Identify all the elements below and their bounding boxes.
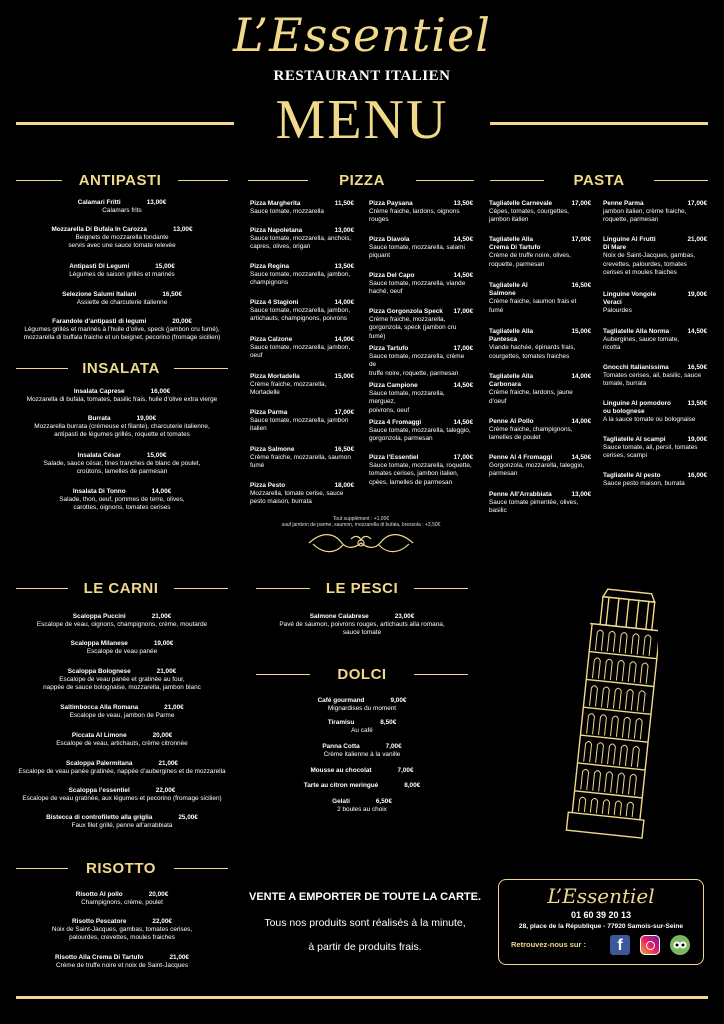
pasta-price: 16,50€ [571, 282, 591, 289]
dolci-item [256, 719, 468, 735]
risotto-price: 22,00€ [152, 918, 172, 925]
antipasti-item [16, 199, 228, 215]
pesci-divider-left [256, 588, 310, 589]
pizza-name: Pizza Pesto [250, 482, 286, 489]
restaurant-subtitle: RESTAURANT ITALIEN [273, 68, 451, 84]
dolci-description: Mignardises du moment [327, 705, 397, 713]
pasta-item [489, 236, 591, 269]
pizza-description: Crème fraiche, mozzarella, saumon fumé [250, 454, 351, 470]
pizza-price: 13,00€ [334, 227, 354, 234]
risotto-divider-right [174, 868, 228, 869]
risotto-name: Risotto Al pollo [75, 891, 123, 898]
ornament-flourish-icon [305, 530, 417, 556]
pizza-name: Pizza 4 Stagioni [250, 299, 299, 306]
antipasti-price: 20,00€ [172, 318, 192, 325]
pizza-name: Pizza Salmone [250, 446, 295, 453]
pizza-item [250, 482, 354, 507]
pasta-item [603, 400, 707, 425]
pizza-divider-left [248, 180, 308, 181]
dolci-name: Gelati [332, 798, 350, 805]
instagram-icon[interactable] [640, 935, 660, 955]
insalata-name: Insalata Di Tonno [72, 488, 126, 495]
fresh-products-line-1: Tous nos produits sont réalisés à la minute, [264, 917, 466, 929]
dolci-price: 7,00€ [385, 743, 402, 750]
dolci-title: DOLCI [337, 666, 387, 683]
pizza-description: Crème fraiche, lardons, oignons rouges [369, 208, 460, 224]
pizza-name: Pizza Napoletana [250, 227, 303, 234]
pizza-price: 16,50€ [334, 446, 354, 453]
pizza-item [250, 373, 354, 398]
pizza-item [369, 272, 473, 297]
insalata-price: 14,00€ [151, 488, 172, 495]
pizza-description: Sauce tomate, mozzarella, anchois, capres, olives, origan [250, 235, 352, 251]
pizza-name: Pizza Gorgonzola Speck [369, 308, 443, 315]
menu-title: MENU [275, 89, 449, 151]
pasta-divider-right [654, 180, 708, 181]
carni-description: Escalope de veau panée [86, 648, 158, 656]
pasta-item [603, 472, 707, 488]
antipasti-price: 13,00€ [146, 199, 167, 206]
dolci-name: Tarte au citron meringué [303, 782, 379, 789]
carni-description: Escalope de veau panée et gratinée au four, nappée de sauce bolognaise, mozzarella, jambon blanc [43, 676, 201, 692]
pizza-description: Sauce tomate, mozzarella, jambon, champignons [250, 271, 351, 287]
pasta-divider-left [490, 180, 544, 181]
risotto-description: Champignons, crème, poulet [81, 899, 163, 907]
carni-name: Piccata Al Limone [71, 732, 127, 739]
risotto-item [16, 954, 228, 970]
pizza-item [250, 446, 354, 471]
pasta-name: Tagliatelle Al scampi [603, 436, 666, 443]
insalata-name: Insalata Caprese [73, 388, 125, 395]
pizza-item [369, 200, 473, 225]
antipasti-item [16, 226, 228, 251]
insalata-name: Insalata César [77, 452, 121, 459]
pizza-name: Pizza Campione [369, 382, 418, 389]
dolci-divider-right [414, 674, 468, 675]
dolci-description: Crème italienne à la vanille [323, 751, 401, 759]
carni-divider-left [16, 588, 68, 589]
footer-divider [16, 996, 708, 999]
antipasti-price: 15,00€ [155, 263, 175, 270]
pasta-price: 14,50€ [571, 454, 591, 461]
antipasti-price: 13,00€ [172, 226, 193, 233]
pizza-description: Crème fraiche, mozzarella, Mortadelle [250, 381, 327, 397]
pizza-description: Sauce tomate, mozzarella, jambon, artichauts, champignons, poivrons [250, 307, 351, 323]
pasta-description: Crème fraiche, champignons, lamelles de poulet [489, 426, 573, 442]
carni-name: Scaloppa l’essentiel [68, 787, 130, 794]
antipasti-description: Légumes de saison grillés et marinés [69, 271, 175, 279]
pasta-name: Penne Al Pollo [489, 418, 534, 425]
antipasti-name: Mozzarella Di Bufala In Carozza [51, 226, 147, 233]
carni-price: 21,00€ [158, 760, 178, 767]
pasta-name: Linguine Vongole Veraci [603, 291, 657, 307]
pizza-item [369, 382, 473, 415]
carni-item [16, 668, 228, 693]
pasta-description: jambon italien, crème fraiche, roquette, parmesan [603, 208, 687, 224]
pizza-item [250, 227, 354, 252]
pasta-price: 16,00€ [687, 472, 707, 479]
pizza-supplement-exception: sauf jambon de parme, saumon, mozzarella di bufala, bressola : +3,50€ [281, 522, 441, 528]
antipasti-name: Farandole d’antipasti di legumi [52, 318, 147, 325]
dolci-item [256, 743, 468, 759]
carni-price: 25,00€ [178, 814, 198, 821]
tower-of-pisa-illustration [548, 586, 658, 850]
insalata-price: 15,00€ [146, 452, 167, 459]
dolci-price: 8,50€ [380, 719, 397, 726]
pizza-item [369, 345, 473, 378]
pasta-description: A la sauce tomate ou bolognaise [603, 416, 696, 424]
insalata-name: Burrata [87, 415, 111, 422]
contact-box [498, 879, 704, 965]
antipasti-description: Beignets de mozzarella fondante servis avec une sauce tomate relevée [68, 234, 176, 250]
pasta-item [603, 291, 707, 316]
pasta-name: Tagliatelle Alla Crema Di Tartufo [489, 236, 541, 252]
pizza-name: Pizza Diavola [369, 236, 410, 243]
insalata-description: Mozzarella di bufala, tomates, basilic frais, huile d’olive extra vierge [26, 396, 218, 404]
facebook-icon[interactable]: f [610, 935, 630, 955]
risotto-item [16, 891, 228, 907]
carni-item [16, 814, 228, 830]
pizza-divider-right [416, 180, 474, 181]
contact-address: 28, place de la République - 77920 Samois-sur-Seine [518, 923, 684, 930]
fresh-products-line-2: à partir de produits frais. [308, 941, 422, 953]
dolci-item [256, 782, 468, 790]
pesci-description: Pavé de saumon, poivrons rouges, artichauts alla romana, sauce tomate [279, 621, 445, 637]
restaurant-logo: L’Essentiel [233, 8, 491, 62]
insalata-price: 19,00€ [136, 415, 157, 422]
insalata-description: Mozzarella burrata (crémeuse et filante), charcuterie italienne, antipasti de légumes grillés, roquette et tomates [34, 423, 210, 439]
pasta-price: 17,00€ [571, 200, 591, 207]
pasta-name: Penne Parma [603, 200, 644, 207]
antipasti-price: 16,50€ [162, 291, 182, 298]
pasta-item [489, 373, 591, 406]
insalata-item [16, 488, 228, 513]
pizza-item [369, 419, 473, 444]
antipasti-title: ANTIPASTI [78, 172, 162, 189]
pizza-item [369, 454, 473, 487]
dolci-item [256, 767, 468, 775]
antipasti-divider-right [178, 180, 228, 181]
pasta-item [603, 236, 707, 277]
pasta-price: 19,00€ [687, 291, 707, 298]
follow-us-label: Retrouvez-nous sur : [511, 940, 587, 949]
insalata-item [16, 388, 228, 404]
pasta-description: Viande hachée, épinards frais, courgettes, tomates fraiches [489, 344, 576, 360]
pizza-price: 14,50€ [453, 236, 473, 243]
risotto-title: RISOTTO [86, 860, 156, 877]
pasta-name: Penne All’Arrabbiata [489, 491, 552, 498]
carni-item [16, 787, 228, 803]
pasta-description: Crème fraiche, lardons, jaune d’oeuf [489, 389, 573, 405]
pizza-name: Pizza Parma [250, 409, 288, 416]
pasta-description: Crème de truffe noire, olives, roquette, parmesan [489, 252, 571, 268]
carni-item [16, 760, 228, 776]
carni-name: Bistecca di controfiletto alla griglia [46, 814, 153, 821]
pizza-price: 11,50€ [334, 200, 354, 207]
pasta-price: 13,00€ [571, 491, 591, 498]
pizza-name: Pizza l’Essentiel [369, 454, 419, 461]
pizza-price: 17,00€ [453, 308, 473, 315]
carni-description: Escalope de veau gratinée, aux légumes et pecorino (fromage sicilien) [22, 795, 222, 803]
pasta-item [603, 200, 707, 225]
pasta-name: Linguine Al pomodoro ou bolognese [603, 400, 671, 416]
carni-price: 20,00€ [152, 732, 173, 739]
pasta-name: Penne Al 4 Fromaggi [489, 454, 553, 461]
pizza-price: 17,00€ [334, 409, 354, 416]
pasta-price: 15,00€ [571, 328, 591, 335]
pizza-price: 18,00€ [334, 482, 354, 489]
antipasti-description: Calamars frits [102, 207, 142, 215]
insalata-divider-right [174, 368, 228, 369]
pasta-description: Tomates cerises, ail, basilic, sauce tomate, burrata [603, 372, 702, 388]
carni-price: 21,00€ [156, 668, 177, 675]
carni-item [16, 613, 228, 629]
pasta-price: 14,00€ [571, 418, 591, 425]
carni-description: Escalope de veau, jambon de Parme [69, 712, 175, 720]
carni-name: Scaloppa Milanese [70, 640, 128, 647]
pizza-item [369, 236, 473, 261]
dolci-name: Panna Cotta [322, 743, 360, 750]
dolci-price: 6,50€ [375, 798, 392, 805]
dolci-item [256, 697, 468, 713]
insalata-divider-left [16, 368, 68, 369]
carni-name: Scaloppa Puccini [72, 613, 126, 620]
pasta-name: Tagliatelle Al pesto [603, 472, 661, 479]
dolci-divider-left [256, 674, 310, 675]
dolci-description: Au café [351, 727, 373, 735]
pasta-price: 13,50€ [687, 400, 707, 407]
antipasti-name: Selezione Salumi Italiani [62, 291, 137, 298]
pasta-price: 14,00€ [571, 373, 591, 380]
pasta-title: PASTA [573, 172, 625, 189]
carni-description: Escalope de veau, oignons, champignons, crème, moutarde [36, 621, 208, 629]
pizza-item [369, 308, 473, 341]
pasta-item [489, 418, 591, 443]
contact-phone[interactable]: 01 60 39 20 13 [570, 910, 632, 920]
pasta-item [489, 282, 591, 315]
insalata-price: 16,00€ [150, 388, 171, 395]
pizza-name: Pizza 4 Fromaggi [369, 419, 422, 426]
risotto-price: 21,00€ [169, 954, 189, 961]
antipasti-item [16, 291, 228, 307]
antipasti-name: Calamari Fritti [77, 199, 121, 206]
pasta-item [603, 328, 707, 353]
pizza-name: Pizza Paysana [369, 200, 413, 207]
contact-logo: L’Essentiel [547, 884, 655, 908]
pasta-description: Sauce tomate, ail, persil, tomates cerises, scampi [603, 444, 698, 460]
pizza-price: 17,00€ [453, 345, 473, 352]
carni-name: Saltimbocca Alla Romana [60, 704, 139, 711]
carni-description: Faux filet grillé, penne all’arrabbiata [71, 822, 173, 830]
pasta-name: Tagliatelle Alla Norma [603, 328, 670, 335]
risotto-name: Risotto Alla Crema Di Tartufo [55, 954, 144, 961]
dolci-item [256, 798, 468, 814]
pizza-description: Sauce tomate, mozzarella, viande haché, oeuf [369, 280, 466, 296]
pizza-supplement-note: Tout supplément : +1,00€ [332, 516, 390, 522]
pizza-name: Pizza Calzone [250, 336, 293, 343]
dolci-price: 9,00€ [390, 697, 407, 704]
carni-description: Escalope de veau panée gratinée, nappée d’aubergines et de mozzarella [18, 768, 226, 776]
pizza-description: Sauce tomate, mozzarella, roquette, tomates cerises, jambon italien, cpèes, lamelles de parmesan [369, 462, 472, 486]
carni-name: Scaloppa Palermitana [66, 760, 133, 767]
risotto-name: Risotto Pescatore [72, 918, 127, 925]
carni-item [16, 704, 228, 720]
insalata-item [16, 415, 228, 440]
pasta-item [489, 491, 591, 516]
pasta-name: Gnocchi Italianissima [603, 364, 669, 371]
pasta-name: Linguine Al Frutti Di Mare [603, 236, 656, 252]
header-divider-right [490, 122, 708, 125]
pizza-name: Pizza Margherita [250, 200, 301, 207]
risotto-description: Noix de Saint-Jacques, gambas, tomates cerises, palourdes, crevettes, moules fraiches [51, 926, 193, 942]
pizza-title: PIZZA [339, 172, 385, 189]
dolci-price: 7,00€ [397, 767, 414, 774]
pizza-item [250, 263, 354, 288]
pasta-description: Cèpes, tomates, courgettes, jambon italien [489, 208, 569, 224]
carni-price: 22,00€ [155, 787, 176, 794]
insalata-title: INSALATA [82, 360, 160, 377]
dolci-name: Café gourmand [317, 697, 365, 704]
pizza-price: 14,50€ [453, 272, 473, 279]
pasta-description: Palourdes [603, 307, 632, 315]
antipasti-item [16, 263, 228, 279]
pizza-name: Pizza Mortadella [250, 373, 300, 380]
pasta-price: 14,50€ [687, 328, 707, 335]
antipasti-description: Assiette de charcuterie italienne [76, 299, 168, 307]
carni-divider-right [174, 588, 228, 589]
takeaway-notice: VENTE A EMPORTER DE TOUTE LA CARTE. [248, 891, 482, 903]
pasta-description: Crème fraiche, saumon frais et fumé [489, 298, 577, 314]
carni-item [16, 640, 228, 656]
pizza-item [250, 336, 354, 361]
pasta-name: Tagliatelle Alla Carbonara [489, 373, 534, 389]
pasta-description: Gorgonzola, mozzarella, taleggio, parmesan [489, 462, 585, 478]
carni-price: 19,00€ [153, 640, 174, 647]
pesci-title: LE PESCI [325, 580, 399, 597]
pizza-price: 13,50€ [334, 263, 354, 270]
pizza-name: Pizza Tartufo [369, 345, 409, 352]
pizza-price: 14,00€ [334, 336, 354, 343]
pizza-name: Pizza Del Capo [369, 272, 415, 279]
insalata-description: Salade, sauce césar, fines tranches de blanc de poulet, croûtons, lamelles de parmesan [43, 460, 201, 476]
pasta-name: Tagliatelle Alla Pantesca [489, 328, 534, 344]
dolci-price: 8,00€ [404, 782, 421, 789]
pesci-divider-right [414, 588, 468, 589]
pizza-price: 15,00€ [334, 373, 354, 380]
antipasti-name: Antipasti Di Legumi [69, 263, 130, 270]
dolci-description: 2 boules au choix [337, 806, 387, 814]
pasta-price: 21,00€ [687, 236, 707, 243]
risotto-description: Crème de truffe noire et noix de Saint-Jacques [55, 962, 189, 970]
pizza-price: 17,00€ [453, 454, 473, 461]
carni-description: Escalope de veau, artichauts, crème citronnée [56, 740, 188, 748]
pizza-description: Sauce tomate, mozzarella, salami piquant [369, 244, 465, 260]
pasta-name: Tagliatelle Carnevale [489, 200, 553, 207]
pasta-item [603, 436, 707, 461]
dolci-name: Tiramisu [327, 719, 355, 726]
tripadvisor-icon[interactable] [670, 935, 690, 955]
carni-item [16, 732, 228, 748]
antipasti-item [16, 318, 228, 343]
pasta-description: Aubergines, sauce tomate, ricotta [603, 336, 680, 352]
pasta-item [489, 454, 591, 479]
pizza-description: Sauce tomate, mozzarella, crème de truffe noire, roquette, parmesan [369, 353, 465, 377]
insalata-item [16, 452, 228, 477]
pasta-description: Noix de Saint-Jacques, gambas, crevettes, palourdes, tomates cerises et moules fraiches [603, 252, 696, 276]
carni-title: LE CARNI [83, 580, 159, 597]
pizza-description: Crème fraiche, mozzarella, gorgonzola, speck (jambon cru fumé) [369, 316, 457, 340]
pasta-item [603, 364, 707, 389]
carni-name: Scaloppa Bolognese [67, 668, 131, 675]
pizza-description: Sauce tomate, mozzarella, jambon, oeuf [250, 344, 351, 360]
pesci-name: Salmone Calabrese [309, 613, 369, 620]
pizza-price: 14,50€ [453, 419, 473, 426]
pizza-price: 13,50€ [453, 200, 473, 207]
risotto-divider-left [16, 868, 68, 869]
pizza-name: Pizza Regina [250, 263, 290, 270]
pizza-description: Sauce tomate, mozzarella, jambon italien [250, 417, 349, 433]
pizza-price: 14,00€ [334, 299, 354, 306]
antipasti-divider-left [16, 180, 62, 181]
pizza-item [250, 299, 354, 324]
pasta-price: 19,00€ [687, 436, 707, 443]
pizza-description: Sauce tomate, mozzarella, taleggio, gorgonzola, parmesan [369, 427, 471, 443]
carni-price: 21,00€ [164, 704, 184, 711]
carni-price: 21,00€ [151, 613, 172, 620]
pizza-item [250, 409, 354, 434]
dolci-name: Mousse au chocolat [310, 767, 372, 774]
pasta-description: Sauce pesto maison, burrata [603, 480, 685, 488]
pasta-item [489, 328, 591, 361]
pasta-description: Sauce tomate pimentée, olives, basilic [489, 499, 579, 515]
pasta-price: 17,00€ [571, 236, 591, 243]
pasta-item [489, 200, 591, 225]
insalata-description: Salade, thon, oeuf, pommes de terre, olives, carottes, oignons, tomates cerises [59, 496, 185, 512]
pizza-description: Sauce tomate, mozzarella [250, 208, 324, 216]
risotto-price: 20,00€ [148, 891, 169, 898]
antipasti-description: Légumes grillés et marinés à l’huile d’olive, speck (jambon cru fumé), mozzarella di buffala fraiche et un beignet, pecorino (fromage sicilien) [23, 326, 221, 342]
risotto-item [16, 918, 228, 943]
pizza-description: Mozzarella, tomate cerise, sauce pesto maison, burrata [250, 490, 344, 506]
pesci-price: 23,00€ [394, 613, 415, 620]
pasta-price: 16,50€ [687, 364, 707, 371]
pizza-description: Sauce tomate, mozzarella, merguez, poivrons, oeuf [369, 390, 445, 414]
pizza-item [250, 200, 354, 216]
pesci-item [256, 613, 468, 638]
pizza-price: 14,50€ [453, 382, 473, 389]
pasta-price: 17,00€ [687, 200, 707, 207]
pasta-name: Tagliatelle Al Salmone [489, 282, 528, 298]
